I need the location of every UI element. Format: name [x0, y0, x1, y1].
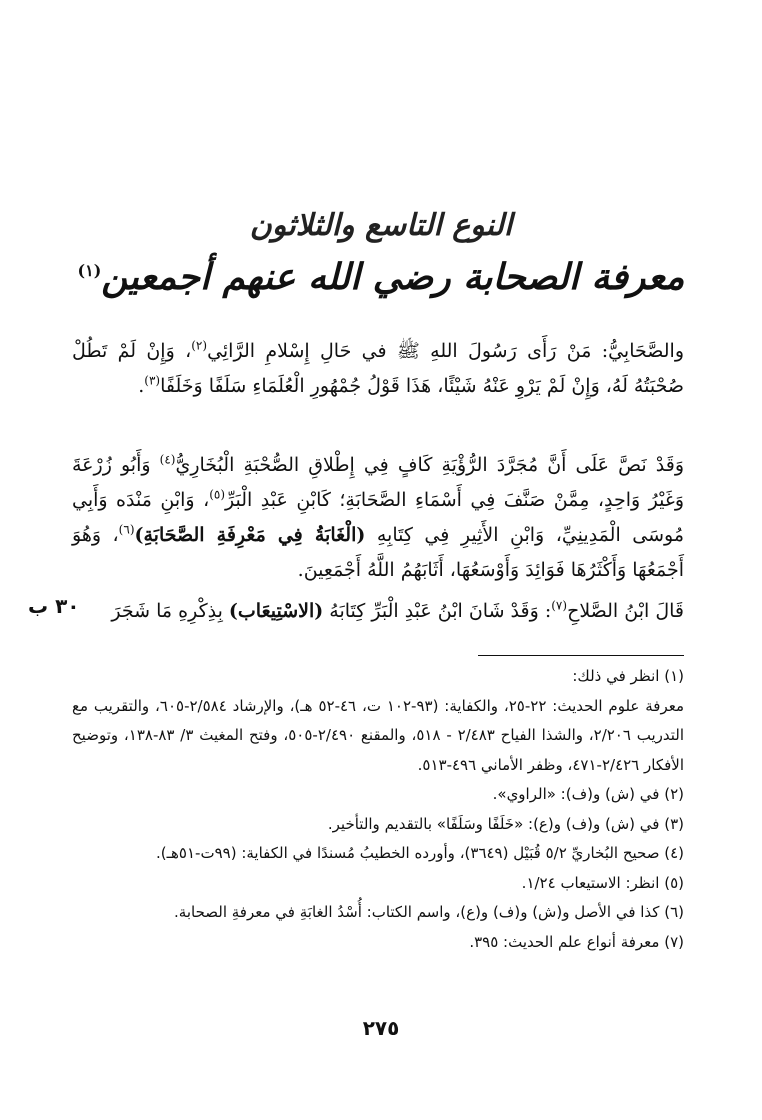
footnote-1-body: معرفة علوم الحديث: ٢٢-٢٥، والكفاية: (٩٣-١٠٢ ت، ٤٦-٥٢ هـ)، والإرشاد ٢/٥٨٤-٦٠٥، والتقريب مع التدريب ٢/٢٠٦، والشذا الفياح ٢/٤٨٣ - ٥١٨، والمقنع ٢/٤٩٠-٥٠٥، وفتح المغيث ٣/ ٨٣-١٣٨، وتوضيح الأفكار ٢/٤٢٦-٤٧١، وظفر الأماني ٤٩٦-٥١٣.	[72, 696, 685, 774]
footnote-ref[interactable]: (٦)	[118, 522, 135, 537]
footnote-ref[interactable]: (٥)	[209, 487, 226, 502]
footnotes	[72, 662, 684, 957]
paragraph-3	[72, 594, 684, 629]
paragraph-text: ، وَابْنِ مَنْدَه وَأَبِي مُوسَى الْمَدِينِيِّ، وَابْنِ الأَثِيرِ فِي كِتَابِهِ	[72, 489, 684, 546]
paragraph-text: وَقَدْ نَصَّ عَلَى أَنَّ مُجَرَّدَ الرُّؤْيَةِ كَافٍ فِي إِطْلاقِ الصُّحْبَةِ الْبُخَارِيُّ	[175, 454, 684, 476]
book-title: (الْغَابَةُ فِي مَعْرِفَةِ الصَّحَابَةِ)	[134, 524, 366, 546]
paragraph-text: قَالَ ابْنُ الصَّلاحِ	[567, 600, 684, 622]
footnote-6: (٦) كذا في الأصل و(ش) و(ف) و(ع)، واسم الكتاب: أُسْدُ الغابَةِ في معرفةِ الصحابة.	[174, 903, 684, 921]
page-number: ٢٧٥	[362, 1016, 400, 1040]
paragraph-text: ، وَإِنْ لَمْ تَطُلْ صُحْبَتُهُ لَهُ، وَإِنْ لَمْ يَرْوِ عَنْهُ شَيْئًا، هَذَا قَوْلُ جُمْهُورِ الْعُلَمَاءِ سَلَفًا وَخَلَفًا	[72, 340, 684, 397]
paragraph-text: والصَّحَابِيُّ: مَنْ رَأَى رَسُولَ اللهِ ﷺ في حَالِ إِسْلامِ الرَّائِي	[207, 340, 684, 362]
paragraph-text: وَأَبُو زُرْعَةَ وَغَيْرُ وَاحِدٍ، مِمَّنْ صَنَّفَ فِي أَسْمَاءِ الصَّحَابَةِ؛ كَابْنِ عَبْدِ الْبَرِّ	[72, 454, 685, 511]
footnote-4: (٤) صحيح البُخاريِّ ٥/٢ قُبَيْل (٣٦٤٩)، وأورده الخطيبُ مُسندًا في الكفاية: (٩٩ت-٥١هـ).	[155, 844, 684, 862]
footnote-1-head: (١) انظر في ذلك:	[572, 667, 684, 685]
paragraph-text: بِذِكْرِهِ مَا شَجَرَ	[111, 600, 229, 622]
footnote-3: (٣) في (ش) و(ف) و(ع): «خَلَفًا وسَلَفًا» بالتقديم والتأخير.	[327, 814, 684, 833]
paragraph-1	[72, 334, 684, 404]
footnote-ref[interactable]: (٣)	[144, 373, 161, 388]
paragraph-text: .	[138, 375, 145, 397]
chapter-title-text: معرفة الصحابة رضي الله عنهم أجمعين	[101, 256, 685, 298]
footnote-5: (٥) انظر: الاستيعاب ١/٢٤.	[521, 873, 684, 892]
paragraph-text: : وَقَدْ شَانَ ابْنُ عَبْدِ الْبَرِّ كِتَابَهُ	[323, 600, 552, 622]
footnote-divider	[478, 655, 684, 656]
manuscript-folio-marker: ٣٠ ب	[28, 594, 80, 618]
footnote-ref[interactable]: (١)	[77, 261, 102, 280]
footnote-2: (٢) في (ش) و(ف): «الراوي».	[492, 785, 684, 803]
paragraph-2	[72, 448, 684, 588]
chapter-subtitle: النوع التاسع والثلاثون	[249, 208, 513, 243]
chapter-title	[0, 256, 762, 298]
paragraph-text: ، وَهُوَ أَجْمَعُهَا وَأَكْثَرُهَا فَوَائِدَ وَأَوْسَعُهَا، أَثَابَهُمُ اللَّهُ أَجْمَعِينَ.	[72, 524, 684, 581]
book-title: (الاسْتِيعَاب)	[228, 600, 324, 622]
footnote-ref[interactable]: (٤)	[159, 452, 176, 467]
footnote-ref[interactable]: (٢)	[191, 338, 208, 353]
footnote-7: (٧) معرفة أنواع علم الحديث: ٣٩٥.	[469, 932, 684, 951]
footnote-ref[interactable]: (٧)	[551, 598, 568, 613]
